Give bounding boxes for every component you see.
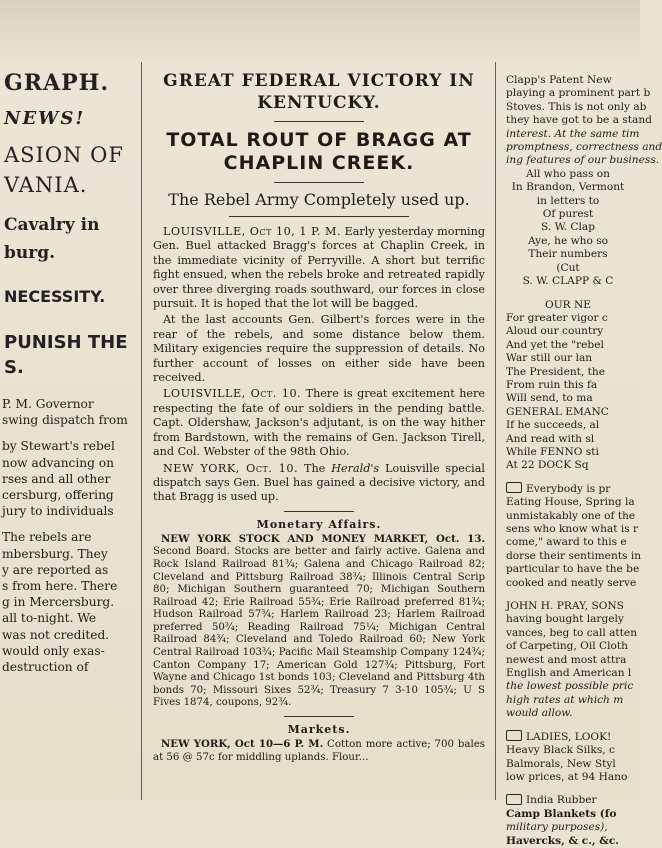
ad-text: Clapp's Patent New <box>506 74 612 86</box>
text-line: rses and all other <box>2 471 111 486</box>
ad-text: Will send, to ma <box>506 392 593 405</box>
paragraph-gap <box>506 590 640 600</box>
paragraph-text: Early yesterday morning Gen. Buel attacked Bragg's forces at Chaplin Creek, in the immediate vicinity of Perryville. A short but terrific fight ensued, when the rebels broke and retreated rapidly over three diverging roads southward, our forces in close pursuit. It is hoped that the lot will be bagged. <box>153 225 485 311</box>
stock-market-paragraph <box>153 533 485 710</box>
ad-line <box>506 235 640 248</box>
ad-line <box>506 154 660 167</box>
ad-line <box>506 627 640 640</box>
text-line: destruction of <box>2 660 89 675</box>
ad-text: would allow. <box>506 707 573 720</box>
stock-market-head: NEW YORK STOCK AND MONEY MARKET, Oct. 13. <box>161 532 485 545</box>
paragraph-gap <box>2 428 138 438</box>
ad-text: newest and most attra <box>506 653 627 666</box>
ad-line <box>506 100 647 114</box>
ad-line <box>506 694 640 707</box>
column-rule-right <box>495 62 496 800</box>
paragraph-text: Louisville special dispatch says Gen. Buel has gained a decisive victory, and that Bragg is used up. <box>153 461 485 504</box>
ad-text: come," award to this e <box>506 536 627 549</box>
ad-text: Aloud our country <box>506 325 604 338</box>
vania-heading: VANIA. <box>4 173 88 197</box>
ad-line <box>506 221 640 234</box>
stock-market-text: Second Board. Stocks are better and fairly active. Galena and Rock Island Railroad 81¾; Galena and Chicago Railroad 82; Cleveland and Pittsburg Railroad 38¾; Illinois Central Scrip 80; Michigan Southern guaranteed 70; Michigan Southern Railroad 42; Erie Railroad 55¾; Erie Railroad preferred 81¾; Hudson Railroad 57¾; Harlem Railroad 23; Harlem Railroad preferred 50¾; Reading Railroad 75¼; Michigan Central Railroad 84¾; Cleveland and Toledo Railroad 60; New York Central Railroad 103¾; Pacific Mail Steamship Company 124¾; Canton Company 17; American Gold 127¾; Pittsburg, Fort Wayne and Chicago 1st bonds 103; Cleveland and Pittsburg 4th bonds 70; Missouri Sixes 52¾; Treasury 7 3-10 105¾; U S Fives 1874, coupons, 92¾. <box>153 546 485 709</box>
ad-text: S. W. CLAPP & C <box>522 275 614 288</box>
markets-head: NEW YORK, Oct 10—6 P. M. <box>161 738 324 751</box>
ad-text: From ruin this fa <box>506 378 598 391</box>
pointing-hand-icon <box>506 794 522 805</box>
text-line: was not credited. <box>2 627 110 642</box>
ad-line <box>506 275 640 288</box>
text-line: y are reported as <box>2 562 109 577</box>
burg-heading: burg. <box>4 243 56 263</box>
paragraph-gap <box>506 784 640 794</box>
advertisements-column <box>506 74 662 848</box>
subheadline: The Rebel Army Completely used up. <box>168 190 470 209</box>
ad-line <box>506 419 640 432</box>
ad-text: At 22 DOCK Sq <box>506 459 589 472</box>
ad-text: interest. At the same tim <box>506 127 640 140</box>
text-line: would only exas- <box>2 643 105 658</box>
headline-victory-line2: KENTUCKY. <box>257 93 381 113</box>
headline-rout-line2: CHAPLIN CREEK. <box>223 152 415 174</box>
text-line: The rebels are <box>2 530 92 545</box>
ad-text: OUR NE <box>545 298 591 311</box>
monetary-affairs-heading: Monetary Affairs. <box>256 517 382 531</box>
necessity-heading: NECESSITY. <box>4 287 106 306</box>
ad-text: unmistakably one of the <box>506 509 636 522</box>
ad-line <box>506 366 640 379</box>
ad-text: the lowest possible pric <box>506 680 634 693</box>
ad-line <box>506 821 640 834</box>
headline-rout <box>147 129 491 175</box>
ad-text: vances, beg to call atten <box>506 626 638 639</box>
headline-victory <box>147 70 491 114</box>
ad-line <box>506 563 640 576</box>
punish-heading: PUNISH THE <box>4 332 128 353</box>
dateline: LOUISVILLE, Oct. 10. <box>163 387 302 401</box>
page-top-margin <box>0 0 640 62</box>
text-line: mbersburg. They <box>2 546 108 561</box>
text-line: swing dispatch from <box>2 413 128 428</box>
ad-line <box>506 744 640 757</box>
ad-line <box>506 195 640 208</box>
text-line: P. M. Governor <box>2 397 94 411</box>
dateline: NEW YORK, Oct. 10. <box>163 461 299 475</box>
ad-text: If he succeeds, al <box>506 419 600 432</box>
ad-text: All who pass on <box>526 167 610 180</box>
ad-text: Camp Blankets (fo <box>506 807 617 820</box>
ad-line <box>506 771 640 784</box>
ad-line <box>506 352 640 365</box>
subheadline-divider <box>229 216 409 217</box>
center-column <box>147 62 491 800</box>
ad-line <box>506 248 640 261</box>
ad-text: S. W. Clap <box>541 221 595 234</box>
ad-line <box>506 496 640 509</box>
paragraph-gap <box>506 289 640 299</box>
ad-text: GENERAL EMANC <box>506 405 609 418</box>
stock-market-report <box>147 533 491 710</box>
ad-text: The President, the <box>506 365 606 378</box>
ad-text: LADIES, LOOK! <box>526 730 612 743</box>
ad-line <box>506 87 651 100</box>
ad-line <box>506 141 662 154</box>
ad-text: particular to have the be <box>506 563 640 576</box>
paragraph-gilbert <box>153 313 485 385</box>
ad-text: Aye, he who so <box>527 234 609 247</box>
ad-text: having bought largely <box>506 613 624 626</box>
ad-line <box>506 114 652 127</box>
ad-line <box>506 613 640 626</box>
ad-text: War still our lan <box>506 352 593 365</box>
ad-line <box>506 523 640 536</box>
ad-text: (Cut <box>556 261 580 274</box>
ad-line <box>506 808 640 821</box>
pointing-hand-icon <box>506 482 522 493</box>
ad-text: Everybody is pr <box>526 482 611 495</box>
ad-line <box>506 536 640 549</box>
ad-line <box>506 680 640 693</box>
paragraph-text: At the last accounts Gen. Gilbert's forces were in the rear of the rebels, and some distance below them. Military exigencies require the suppression of details. No further account of losses on either side have been received. <box>153 313 485 385</box>
article-body <box>147 225 491 505</box>
text-line: by Stewart's rebel <box>2 439 115 454</box>
ad-line <box>506 379 640 392</box>
masthead-fragment: GRAPH. <box>4 70 110 96</box>
text-line: g in Mercersburg. <box>2 595 115 610</box>
ad-text: military purposes), <box>506 821 608 834</box>
paragraph-text-italic: Herald's <box>331 461 380 475</box>
ad-line <box>506 168 640 181</box>
ad-text: cooked and neatly serve <box>506 576 637 589</box>
ad-text: Balmorals, New Styl <box>506 757 616 770</box>
ad-text: promptness, correctness and <box>506 141 662 154</box>
ad-line <box>506 433 640 446</box>
ad-line <box>506 835 640 848</box>
paragraph-gap <box>2 519 138 529</box>
paragraph-new-york <box>153 462 485 505</box>
ad-line <box>506 758 640 771</box>
ad-text: India Rubber <box>526 794 597 807</box>
ad-text: playing a prominent part b <box>506 87 651 100</box>
ad-line <box>506 339 640 352</box>
ad-text: ing features of our business. <box>506 154 660 167</box>
ad-line <box>506 299 640 312</box>
ad-line <box>506 640 640 653</box>
markets-report <box>147 738 491 764</box>
headline-divider <box>274 121 364 122</box>
left-article-body <box>2 396 138 675</box>
ad-text: Their numbers <box>528 248 608 261</box>
ad-text: And yet the "rebel <box>506 338 604 351</box>
ad-line <box>506 731 640 744</box>
headline-victory-line1: GREAT FEDERAL VICTORY IN <box>163 71 475 91</box>
ad-line <box>506 577 640 590</box>
section-divider <box>284 511 354 512</box>
paragraph-gap <box>506 473 640 483</box>
headline-rout-line1: TOTAL ROUT OF BRAGG AT <box>166 129 472 151</box>
ad-text: English and American l <box>506 667 632 680</box>
markets-text: Cotton more active; 700 bales at 56 @ 57c for middling uplands. Flour... <box>153 739 486 763</box>
ad-text: For greater vigor c <box>506 311 608 324</box>
left-column <box>0 62 138 800</box>
ad-text: In Brandon, Vermont <box>511 181 625 194</box>
ad-text: high rates at which m <box>506 693 624 706</box>
ad-line <box>506 446 640 459</box>
ad-line <box>506 667 640 680</box>
ad-line <box>506 550 640 563</box>
markets-heading: Markets. <box>287 723 351 737</box>
cavalry-heading: Cavalry in <box>4 215 100 235</box>
paragraph-louisville-2 <box>153 387 485 459</box>
ad-line <box>506 325 640 338</box>
ad-text: While FENNO sti <box>506 445 599 458</box>
ad-line <box>506 392 640 405</box>
ad-line <box>506 600 640 613</box>
ad-line <box>506 181 640 194</box>
ad-line <box>506 483 640 496</box>
section-divider-2 <box>284 716 354 717</box>
ad-line <box>506 794 640 807</box>
ad-text: low prices, at 94 Hano <box>506 770 628 783</box>
text-line: jury to individuals <box>2 504 114 519</box>
ad-line <box>506 312 640 325</box>
ad-line <box>506 459 640 472</box>
ad-line <box>506 654 640 667</box>
invasion-heading: ASION OF <box>4 143 124 167</box>
ad-line <box>506 128 640 141</box>
ad-line <box>506 74 640 87</box>
text-line: cersburg, offering <box>2 488 114 503</box>
paragraph-louisville-1 <box>153 225 485 311</box>
ad-text: Stoves. This is not only ab <box>506 100 647 113</box>
dateline: LOUISVILLE, Oct 10, 1 P. M. <box>163 225 341 238</box>
ad-text: of Carpeting, Oil Cloth <box>506 640 628 653</box>
paragraph-text: There is great excitement here respecting the fate of our soldiers in the pending battle. Capt. Oldershaw, Jackson's adjutant, is on the way hither from Bardstown, with the remains of Gen. Jackson Tirell, and Col. Webster of the 98th Ohio. <box>153 387 485 459</box>
ad-text: sens who know what is r <box>506 523 639 535</box>
ad-line <box>506 208 640 221</box>
ad-line <box>506 707 640 720</box>
ad-text: Eating House, Spring la <box>506 496 635 509</box>
paragraph-text-pre: The <box>304 461 326 475</box>
news-heading: NEWS! <box>4 108 86 129</box>
right-column <box>500 62 662 847</box>
ad-line <box>506 406 640 419</box>
ad-text: dorse their sentiments in <box>506 549 642 562</box>
pointing-hand-icon <box>506 730 522 741</box>
text-line: now advancing on <box>2 455 114 470</box>
ad-text: in letters to <box>536 194 600 207</box>
text-line: all to-night. We <box>2 611 97 626</box>
ad-text: Heavy Black Silks, c <box>506 744 615 757</box>
ad-text: Havercks, & c., &c. <box>506 834 619 847</box>
ad-line <box>506 510 640 523</box>
ad-text: they have got to be a stand <box>506 114 652 127</box>
ad-text: And read with sl <box>506 432 595 445</box>
es-heading: S. <box>4 357 24 378</box>
headline-divider-2 <box>274 182 364 183</box>
ad-line <box>506 262 640 275</box>
markets-paragraph <box>153 738 485 764</box>
text-line: s from here. There <box>2 579 118 594</box>
paragraph-gap <box>506 721 640 731</box>
ad-text: Of purest <box>542 208 594 221</box>
ad-text: JOHN H. PRAY, SONS <box>506 600 624 613</box>
column-rule-left <box>141 62 142 800</box>
